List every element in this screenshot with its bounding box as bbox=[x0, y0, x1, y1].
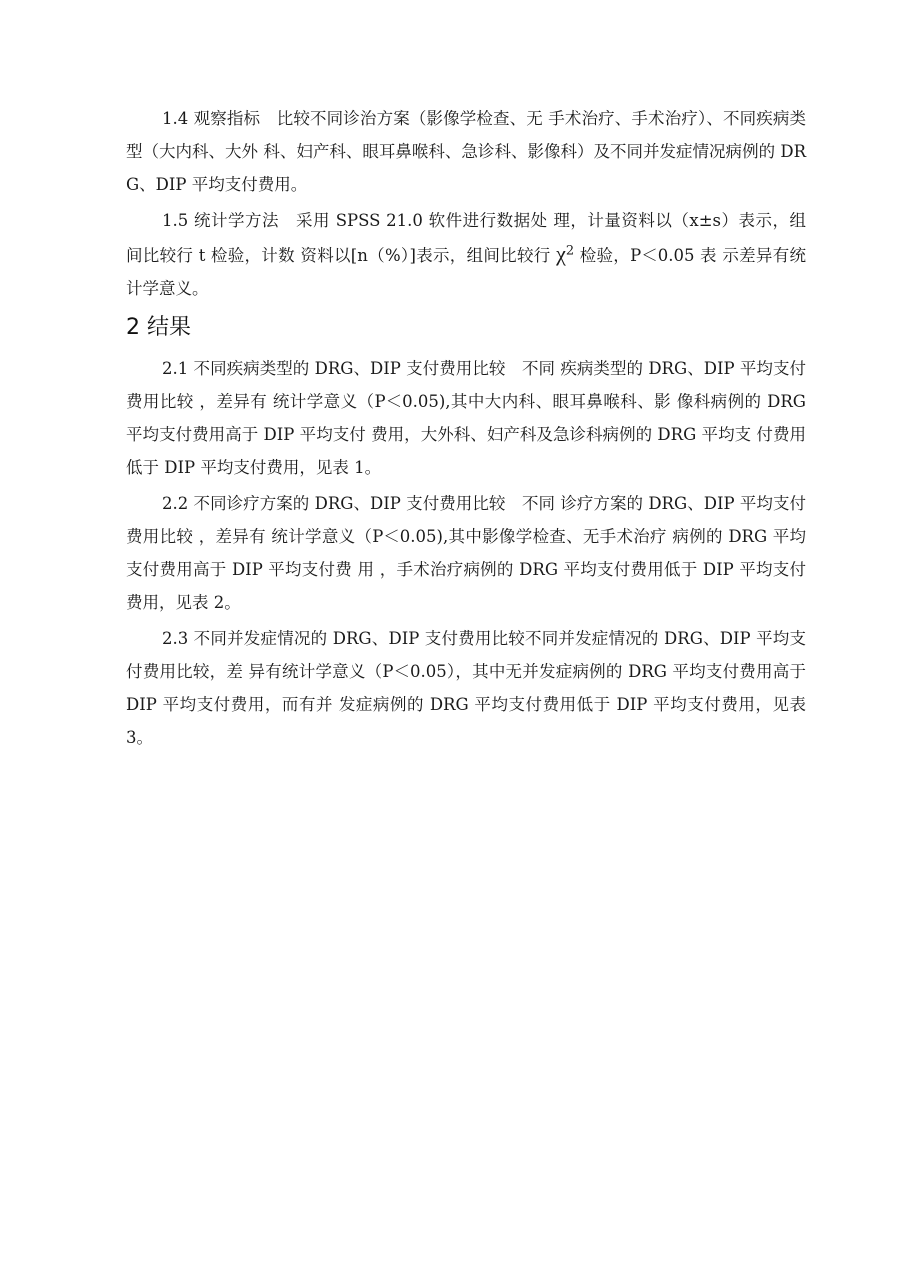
section-heading-results: 2 结果 bbox=[126, 315, 191, 340]
paragraph-2-1-disease-type-comparison: 2.1 不同疾病类型的 DRG、DIP 支付费用比较 不同 疾病类型的 DRG、DIP 平均支付费用比较 ，差异有 统计学意义（P＜0.05),其中大内科、眼耳鼻喉科、影 像科病例的 DRG 平均支付费用高于 DIP 平均支付 费用，大外科、妇产科及急诊科病例的 DRG 平均支 付费用低于 DIP 平均支付费用，见表 1。 bbox=[126, 359, 806, 477]
document-page bbox=[126, 102, 806, 757]
chi-square-exponent: 2 bbox=[565, 243, 575, 259]
paragraph-1-5-statistical-methods bbox=[126, 204, 806, 305]
stat-methods-text-after: 检验，P＜0.05 表 示差异有统计学意义。 bbox=[126, 246, 806, 298]
paragraph-2-3-complication-comparison: 2.3 不同并发症情况的 DRG、DIP 支付费用比较不同并发症情况的 DRG、DIP 平均支付费用比较，差 异有统计学意义（P＜0.05），其中无并发症病例的 DRG 平均支付费用高于 DIP 平均支付费用，而有并 发症病例的 DRG 平均支付费用低于 DIP 平均支付费用，见表 3。 bbox=[126, 629, 806, 747]
chi-square-symbol: χ bbox=[556, 241, 566, 266]
stat-methods-text-before: 1.5 统计学方法 采用 SPSS 21.0 软件进行数据处 理，计量资料以（x±s）表示，组间比较行 t 检验，计数 资料以[n（%）]表示，组间比较行 bbox=[126, 211, 806, 265]
paragraph-2-2-treatment-plan-comparison: 2.2 不同诊疗方案的 DRG、DIP 支付费用比较 不同 诊疗方案的 DRG、DIP 平均支付费用比较 ，差异有 统计学意义（P＜0.05),其中影像学检查、无手术治疗 病例的 DRG 平均支付费用高于 DIP 平均支付费 用 ，手术治疗病例的 DRG 平均支付费用低于 DIP 平均支付费用，见表 2。 bbox=[126, 494, 806, 612]
paragraph-1-4-observation-indicators: 1.4 观察指标 比较不同诊治方案（影像学检查、无 手术治疗、手术治疗）、不同疾病类型（大内科、大外 科、妇产科、眼耳鼻喉科、急诊科、影像科）及不同并发症情况病例的 DRG、DIP 平均支付费用。 bbox=[126, 109, 806, 194]
